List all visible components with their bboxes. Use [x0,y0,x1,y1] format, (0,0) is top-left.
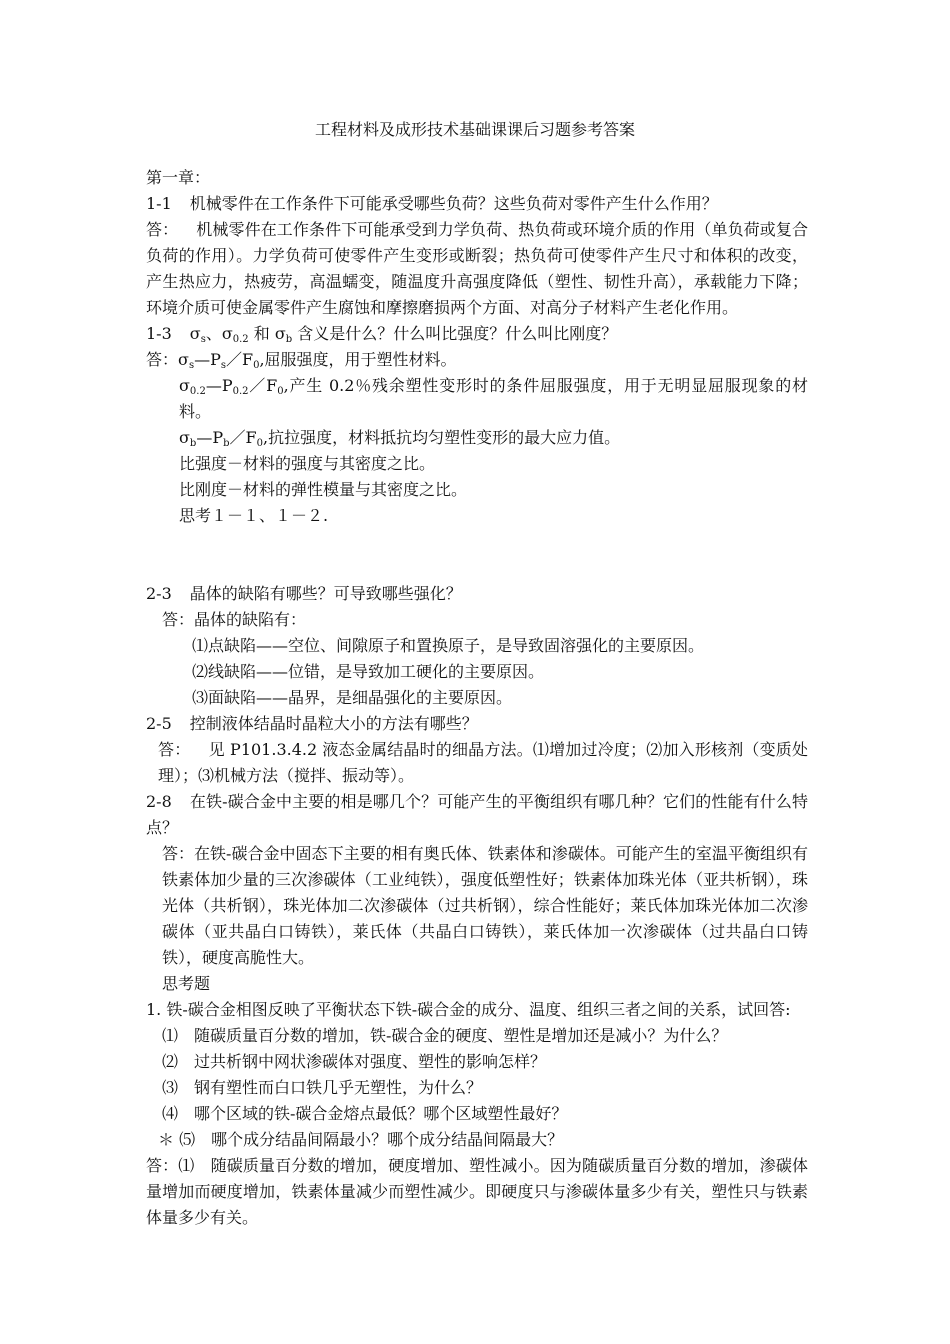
subscript: 0.2 [232,386,249,397]
specific-strength-line: 比强度－材料的强度与其密度之比。 [179,454,436,473]
question-2-8 [146,789,808,841]
answer-2-5 [146,737,808,789]
subscript: b [285,334,293,345]
answer-label: 答： [158,740,191,759]
document-body [146,165,808,1231]
question-text: 含义是什么？什么叫比强度？什么叫比刚度？ [292,324,618,343]
answer-label: 答： [146,350,179,369]
formula-description: ,屈服强度，用于塑性材料。 [259,350,457,369]
formula-part: —P [196,428,224,447]
sigma-symbol: σ [221,324,233,343]
think-answer-1: 答：⑴ 随碳质量百分数的增加，硬度增加、塑性减小。因为随碳质量百分数的增加，渗碳体量增加而硬度增加，铁素体量减少而塑性减少。即硬度只与渗碳体量多少有关，塑性只与铁素体量多少有关。 [146,1156,808,1227]
subscript: s [200,334,206,345]
question-number: 2-5 [146,714,172,733]
subscript: 0 [256,438,263,449]
subscript: 0.2 [189,386,206,397]
formula-part: —P [194,350,221,369]
specific-stiffness-line: 比刚度－材料的弹性模量与其密度之比。 [179,480,468,499]
sub-question: ＊ ⑸ 哪个成分结晶间隔最小？哪个成分结晶间隔最大？ [158,1130,564,1149]
answer-1-3-line-3 [146,425,808,451]
question-text: 机械零件在工作条件下可能承受哪些负荷？这些负荷对零件产生什么作用？ [189,194,718,213]
formula-description: ,抗拉强度，材料抵抗均匀塑性变形的最大应力值。 [262,428,621,447]
question-number: 2-8 [146,792,172,811]
question-text: 控制液体结晶时晶粒大小的方法有哪些？ [189,714,478,733]
answer-1-1 [146,217,808,321]
list-item: ⑵线缺陷——位错，是导致加工硬化的主要原因。 [192,662,545,681]
question-number: 2-3 [146,584,172,603]
think-heading: 思考题 [162,974,211,993]
question-2-3 [146,581,808,607]
subscript: 0 [277,386,284,397]
answer-1-3-line-2 [146,373,808,425]
question-number: 1-1 [146,194,172,213]
subscript: 0.2 [232,334,249,345]
sub-question: ⑵ 过共析钢中网状渗碳体对强度、塑性的影响怎样？ [162,1052,547,1071]
question-text: 在铁-碳合金中主要的相是哪几个？可能产生的平衡组织有哪几种？它们的性能有什么特点？ [146,792,808,837]
sigma-symbol: σ [179,376,190,395]
formula-part: ／F [225,350,254,369]
question-text: 晶体的缺陷有哪些？可导致哪些强化？ [189,584,462,603]
answer-2-3-intro: 答：晶体的缺陷有： [162,610,307,629]
formula-part: ／F [229,428,257,447]
sub-question: ⑷ 哪个区域的铁-碳合金熔点最低？哪个区域塑性最好？ [162,1104,568,1123]
separator: 、 [205,324,222,343]
answer-2-8: 答：在铁-碳合金中固态下主要的相有奥氏体、铁素体和渗碳体。可能产生的室温平衡组织有铁素体加少量的三次渗碳体（工业纯铁），强度低塑性好；铁素体加珠光体（亚共析钢），珠光体（共析钢），珠光体加二次渗碳体（过共析钢），综合性能好；莱氏体加珠光体加二次渗碳体（亚共晶白口铸铁），莱氏体（共晶白口铸铁），莱氏体加一次渗碳体（过共晶白口铸铁），硬度高脆性大。 [162,844,808,967]
subscript: 0 [253,360,260,371]
subscript: b [189,438,197,449]
sigma-symbol: σ [179,428,190,447]
chapter-heading: 第一章： [146,168,211,187]
subscript: s [220,360,226,371]
list-item: ⑴点缺陷——空位、间隙原子和置换原子，是导致固溶强化的主要原因。 [192,636,705,655]
think-reference-line: 思考１－１、１－２. [179,506,329,525]
question-1-3 [146,321,808,347]
question-1-1 [146,191,808,217]
formula-part: —P [205,376,233,395]
answer-text: 机械零件在工作条件下可能承受到力学负荷、热负荷或环境介质的作用（单负荷或复合负荷的作用）。力学负荷可使零件产生变形或断裂；热负荷可使零件产生尺寸和体积的改变，产生热应力，热疲劳，高温蠕变，随温度升高强度降低（塑性、韧性升高），承载能力下降；环境介质可使金属零件产生腐蚀和摩擦磨损两个方面、对高分子材料产生老化作用。 [146,220,808,317]
sub-question: ⑶ 钢有塑性而白口铁几乎无塑性，为什么？ [162,1078,483,1097]
think-question-1: 1. 铁-碳合金相图反映了平衡状态下铁-碳合金的成分、温度、组织三者之间的关系，试回答: [146,1000,791,1019]
subscript: b [223,438,230,449]
page-title: 工程材料及成形技术基础课课后习题参考答案 [314,120,635,139]
sigma-symbol: σ [189,324,201,343]
formula-part: ／F [248,376,278,395]
answer-label: 答： [146,220,179,239]
section-spacer [146,529,808,581]
answer-1-3-line-1 [146,347,808,373]
answer-text: 见 P101.3.4.2 液态金属结晶时的细晶方法。⑴增加过冷度；⑵加入形核剂（变质处理）；⑶机械方法（搅拌、振动等）。 [158,740,808,785]
sigma-symbol: σ [274,324,286,343]
question-2-5 [146,711,808,737]
conjunction: 和 [248,324,275,343]
list-item: ⑶面缺陷——晶界，是细晶强化的主要原因。 [192,688,513,707]
subscript: s [188,360,195,371]
question-number: 1-3 [146,324,172,343]
sub-question: ⑴ 随碳质量百分数的增加，铁-碳合金的硬度、塑性是增加还是减小？为什么？ [162,1026,728,1045]
formula-description: ,产生 0.2％残余塑性变形时的条件屈服强度，用于无明显屈服现象的材料。 [179,376,808,421]
sigma-symbol: σ [178,350,189,369]
